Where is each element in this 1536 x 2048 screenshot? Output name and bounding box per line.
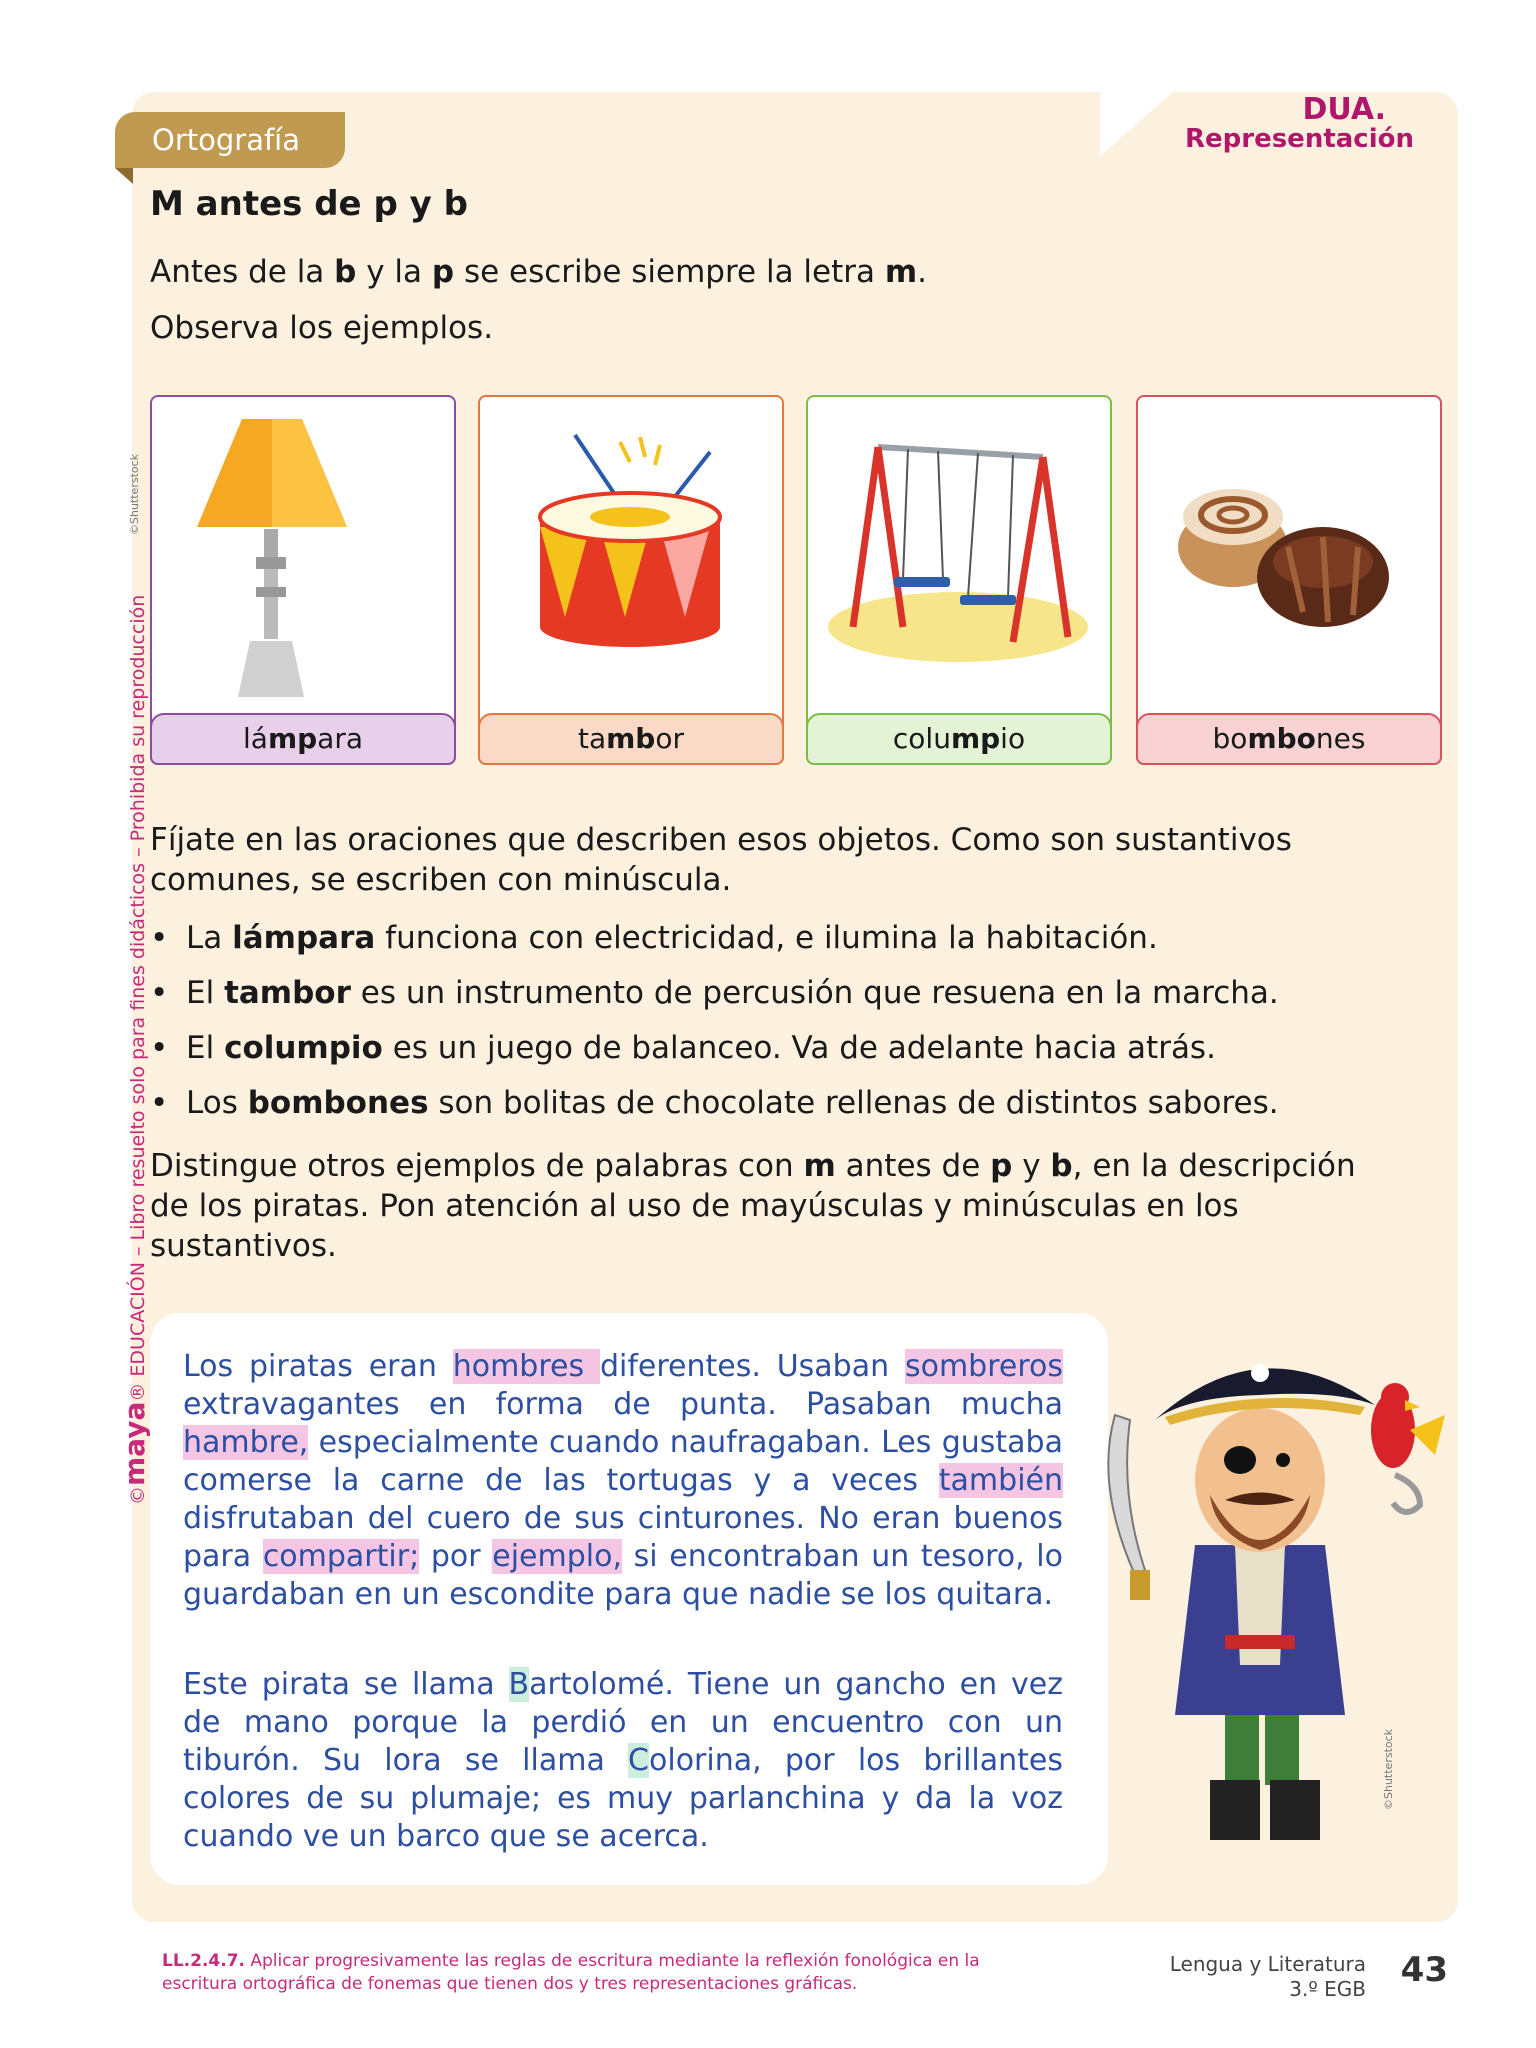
drum-image <box>480 397 786 717</box>
lesson-instruction: Observa los ejemplos. <box>150 310 494 346</box>
dua-subtitle: Representación <box>1184 124 1414 154</box>
sentence-item: • El tambor es un instrumento de percusión que resuena en la marcha. <box>150 975 1279 1030</box>
image-credit: ©Shutterstock <box>128 453 141 535</box>
section-tab: Ortografía <box>115 112 345 168</box>
side-copyright: ©maya® EDUCACIÓN – Libro resuelto solo para fines didácticos – Prohibida su reproducción <box>118 594 151 1505</box>
story-paragraph-2: Este pirata se llama Bartolomé. Tiene un gancho en vez de mano porque la perdió en un encuentro con un tiburón. Su lora se llama Colorina, por los brillantes colores de su plumaje; es muy parlanchina y da la voz cuando ve un barco que se acerca. <box>183 1667 1063 1854</box>
card-lampara <box>150 395 456 765</box>
sentence-item: • El columpio es un juego de balanceo. Va de adelante hacia atrás. <box>150 1030 1279 1085</box>
section-tab-fold <box>115 168 133 184</box>
lesson-rule: Antes de la b y la p se escribe siempre la letra m. <box>150 254 928 290</box>
sentence-list <box>150 920 1279 1140</box>
pirate-image <box>1075 1335 1475 1855</box>
card-bombones <box>1136 395 1442 765</box>
intro-text: Fíjate en las oraciones que describen esos objetos. Como son sustantivos comunes, se escriben con minúscula. <box>150 822 1292 898</box>
lamp-image <box>152 397 458 717</box>
page-number: 43 <box>1400 1950 1448 1990</box>
sentence-item: • Los bombones son bolitas de chocolate rellenas de distintos sabores. <box>150 1085 1279 1140</box>
story-paragraph-1: Los piratas eran hombres diferentes. Usaban sombreros extravagantes en forma de punta. Pasaban mucha hambre, especialmente cuando naufragaban. Les gustaba comerse la carne de las tortugas y a veces también disfrutaban del cuero de sus cinturones. No eran buenos para compartir; por ejemplo, si encontraban un tesoro, lo guardaban en un escondite para que nadie se los quitara. <box>183 1349 1064 1612</box>
bonbons-image <box>1138 397 1444 717</box>
card-tambor <box>478 395 784 765</box>
card-label-bombones: bombones <box>1136 713 1442 765</box>
pirate-image-credit: ©Shutterstock <box>1382 1728 1395 1810</box>
card-label-tambor: tambor <box>478 713 784 765</box>
dua-title: DUA. <box>1302 92 1386 127</box>
lesson-title: M antes de p y b <box>150 184 468 224</box>
footer-subject: Lengua y Literatura 3.º EGB <box>1169 1952 1366 2001</box>
card-columpio <box>806 395 1112 765</box>
task-text: Distingue otros ejemplos de palabras con m antes de p y b, en la descripción de los piratas. Pon atención al uso de mayúsculas y minúsculas en los sustantivos. <box>150 1148 1356 1264</box>
card-label-columpio: columpio <box>806 713 1112 765</box>
swing-image <box>808 397 1114 717</box>
footer-standard: LL.2.4.7. Aplicar progresivamente las reglas de escritura mediante la reflexión fonológica en la escritura ortográfica de fonemas que tienen dos y tres representaciones gráficas. <box>162 1951 980 1994</box>
card-label-lampara: lámpara <box>150 713 456 765</box>
sentence-item: • La lámpara funciona con electricidad, e ilumina la habitación. <box>150 920 1279 975</box>
